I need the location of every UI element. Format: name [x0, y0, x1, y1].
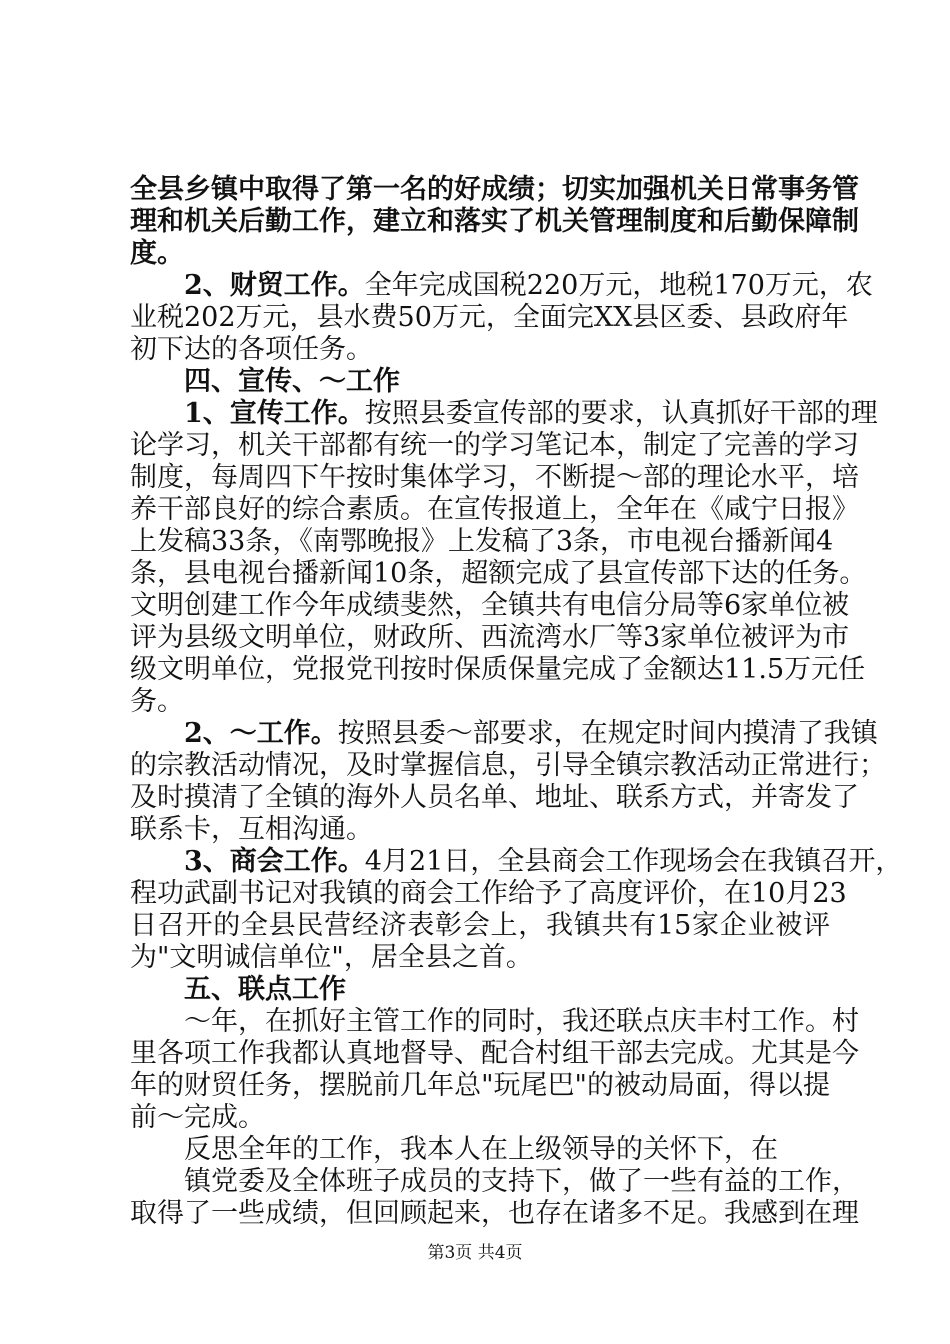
line-text: 联系卡，互相沟通。: [130, 814, 373, 845]
text-line: [130, 942, 830, 974]
section-heading: 3、商会工作。: [184, 846, 365, 877]
text-line: [130, 526, 834, 558]
text-line: [130, 366, 830, 398]
line-text: 年的财贸任务，摆脱前几年总"玩尾巴"的被动局面，得以提: [130, 1070, 830, 1101]
line-text: 条，县电视台播新闻10条，超额完成了县宣传部下达的任务。: [130, 558, 867, 589]
line-text: 镇党委及全体班子成员的支持下，做了一些有益的工作，: [184, 1166, 859, 1197]
text-line: [130, 1070, 830, 1102]
text-line: [130, 1134, 830, 1166]
line-text: 评为县级文明单位，财政所、西流湾水厂等3家单位被评为市: [130, 622, 850, 653]
line-text: 里各项工作我都认真地督导、配合村组干部去完成。尤其是今: [130, 1038, 859, 1069]
text-line: [130, 1198, 859, 1230]
text-line: [130, 814, 830, 846]
line-text: 全年完成国税220万元，地税170万元，农: [364, 270, 873, 301]
line-text: 4月21日，全县商会工作现场会在我镇召开，: [364, 846, 903, 877]
section-heading: 2、财贸工作。: [184, 270, 365, 301]
line-text: 按照县委～部要求，在规定时间内摸清了我镇: [337, 718, 878, 749]
line-text: 上发稿33条，《南鄂晚报》上发稿了3条，市电视台播新闻4: [130, 526, 834, 557]
text-line: [130, 1038, 859, 1070]
text-line: [130, 878, 847, 910]
document-body: [130, 174, 903, 1230]
text-line: [130, 782, 859, 814]
line-text: 制度，每周四下午按时集体学习，不断提～部的理论水平，培: [130, 462, 859, 493]
text-line: [130, 590, 850, 622]
line-text: 理和机关后勤工作，建立和落实了机关管理制度和后勤保障制: [130, 206, 859, 237]
section-heading: 四、宣传、～工作: [184, 366, 400, 397]
text-line: [130, 558, 867, 590]
text-line: [130, 1166, 859, 1198]
section-heading: 五、联点工作: [184, 974, 346, 1005]
line-text: 级文明单位，党报党刊按时保质保量完成了金额达11.5万元任: [130, 654, 866, 685]
line-text: 及时摸清了全镇的海外人员名单、地址、联系方式，并寄发了: [130, 782, 859, 813]
text-line: [130, 334, 830, 366]
line-text: 取得了一些成绩，但回顾起来，也存在诸多不足。我感到在理: [130, 1198, 859, 1229]
page-footer: [0, 1242, 950, 1264]
line-text: 全县乡镇中取得了第一名的好成绩；切实加强机关日常事务管: [130, 174, 859, 205]
page-number: 第3页 共4页: [427, 1243, 523, 1263]
text-line: [130, 910, 830, 942]
text-line: [130, 238, 830, 270]
text-line: [130, 750, 886, 782]
text-line: [130, 206, 859, 238]
text-line: [130, 1006, 859, 1038]
text-line: [130, 846, 903, 878]
text-line: [130, 974, 830, 1006]
text-line: [130, 686, 830, 718]
line-text: 日召开的全县民营经济表彰会上，我镇共有15家企业被评: [130, 910, 830, 941]
line-text: 度。: [130, 238, 184, 269]
line-text: 文明创建工作今年成绩斐然，全镇共有电信分局等6家单位被: [130, 590, 850, 621]
text-line: [130, 1102, 830, 1134]
text-line: [130, 462, 859, 494]
line-text: 养干部良好的综合素质。在宣传报道上，全年在《咸宁日报》: [130, 494, 859, 525]
section-heading: 2、～工作。: [184, 718, 338, 749]
line-text: 为"文明诚信单位"，居全县之首。: [130, 942, 533, 973]
line-text: 务。: [130, 686, 184, 717]
line-text: 论学习，机关干部都有统一的学习笔记本，制定了完善的学习: [130, 430, 859, 461]
line-text: 程功武副书记对我镇的商会工作给予了高度评价，在10月23: [130, 878, 847, 909]
line-text: 的宗教活动情况，及时掌握信息，引导全镇宗教活动正常进行；: [130, 750, 886, 781]
text-line: [130, 302, 849, 334]
text-line: [130, 270, 873, 302]
section-heading: 1、宣传工作。: [184, 398, 365, 429]
text-line: [130, 654, 866, 686]
line-text: ～年，在抓好主管工作的同时，我还联点庆丰村工作。村: [184, 1006, 859, 1037]
line-text: 反思全年的工作，我本人在上级领导的关怀下，在: [184, 1134, 778, 1165]
line-text: 按照县委宣传部的要求，认真抓好干部的理: [364, 398, 878, 429]
line-text: 业税202万元，县水费50万元，全面完XX县区委、县政府年: [130, 302, 849, 333]
text-line: [130, 622, 850, 654]
text-line: [130, 718, 878, 750]
line-text: 初下达的各项任务。: [130, 334, 373, 365]
text-line: [130, 398, 878, 430]
text-line: [130, 494, 859, 526]
text-line: [130, 430, 859, 462]
text-line: [130, 174, 859, 206]
line-text: 前～完成。: [130, 1102, 265, 1133]
